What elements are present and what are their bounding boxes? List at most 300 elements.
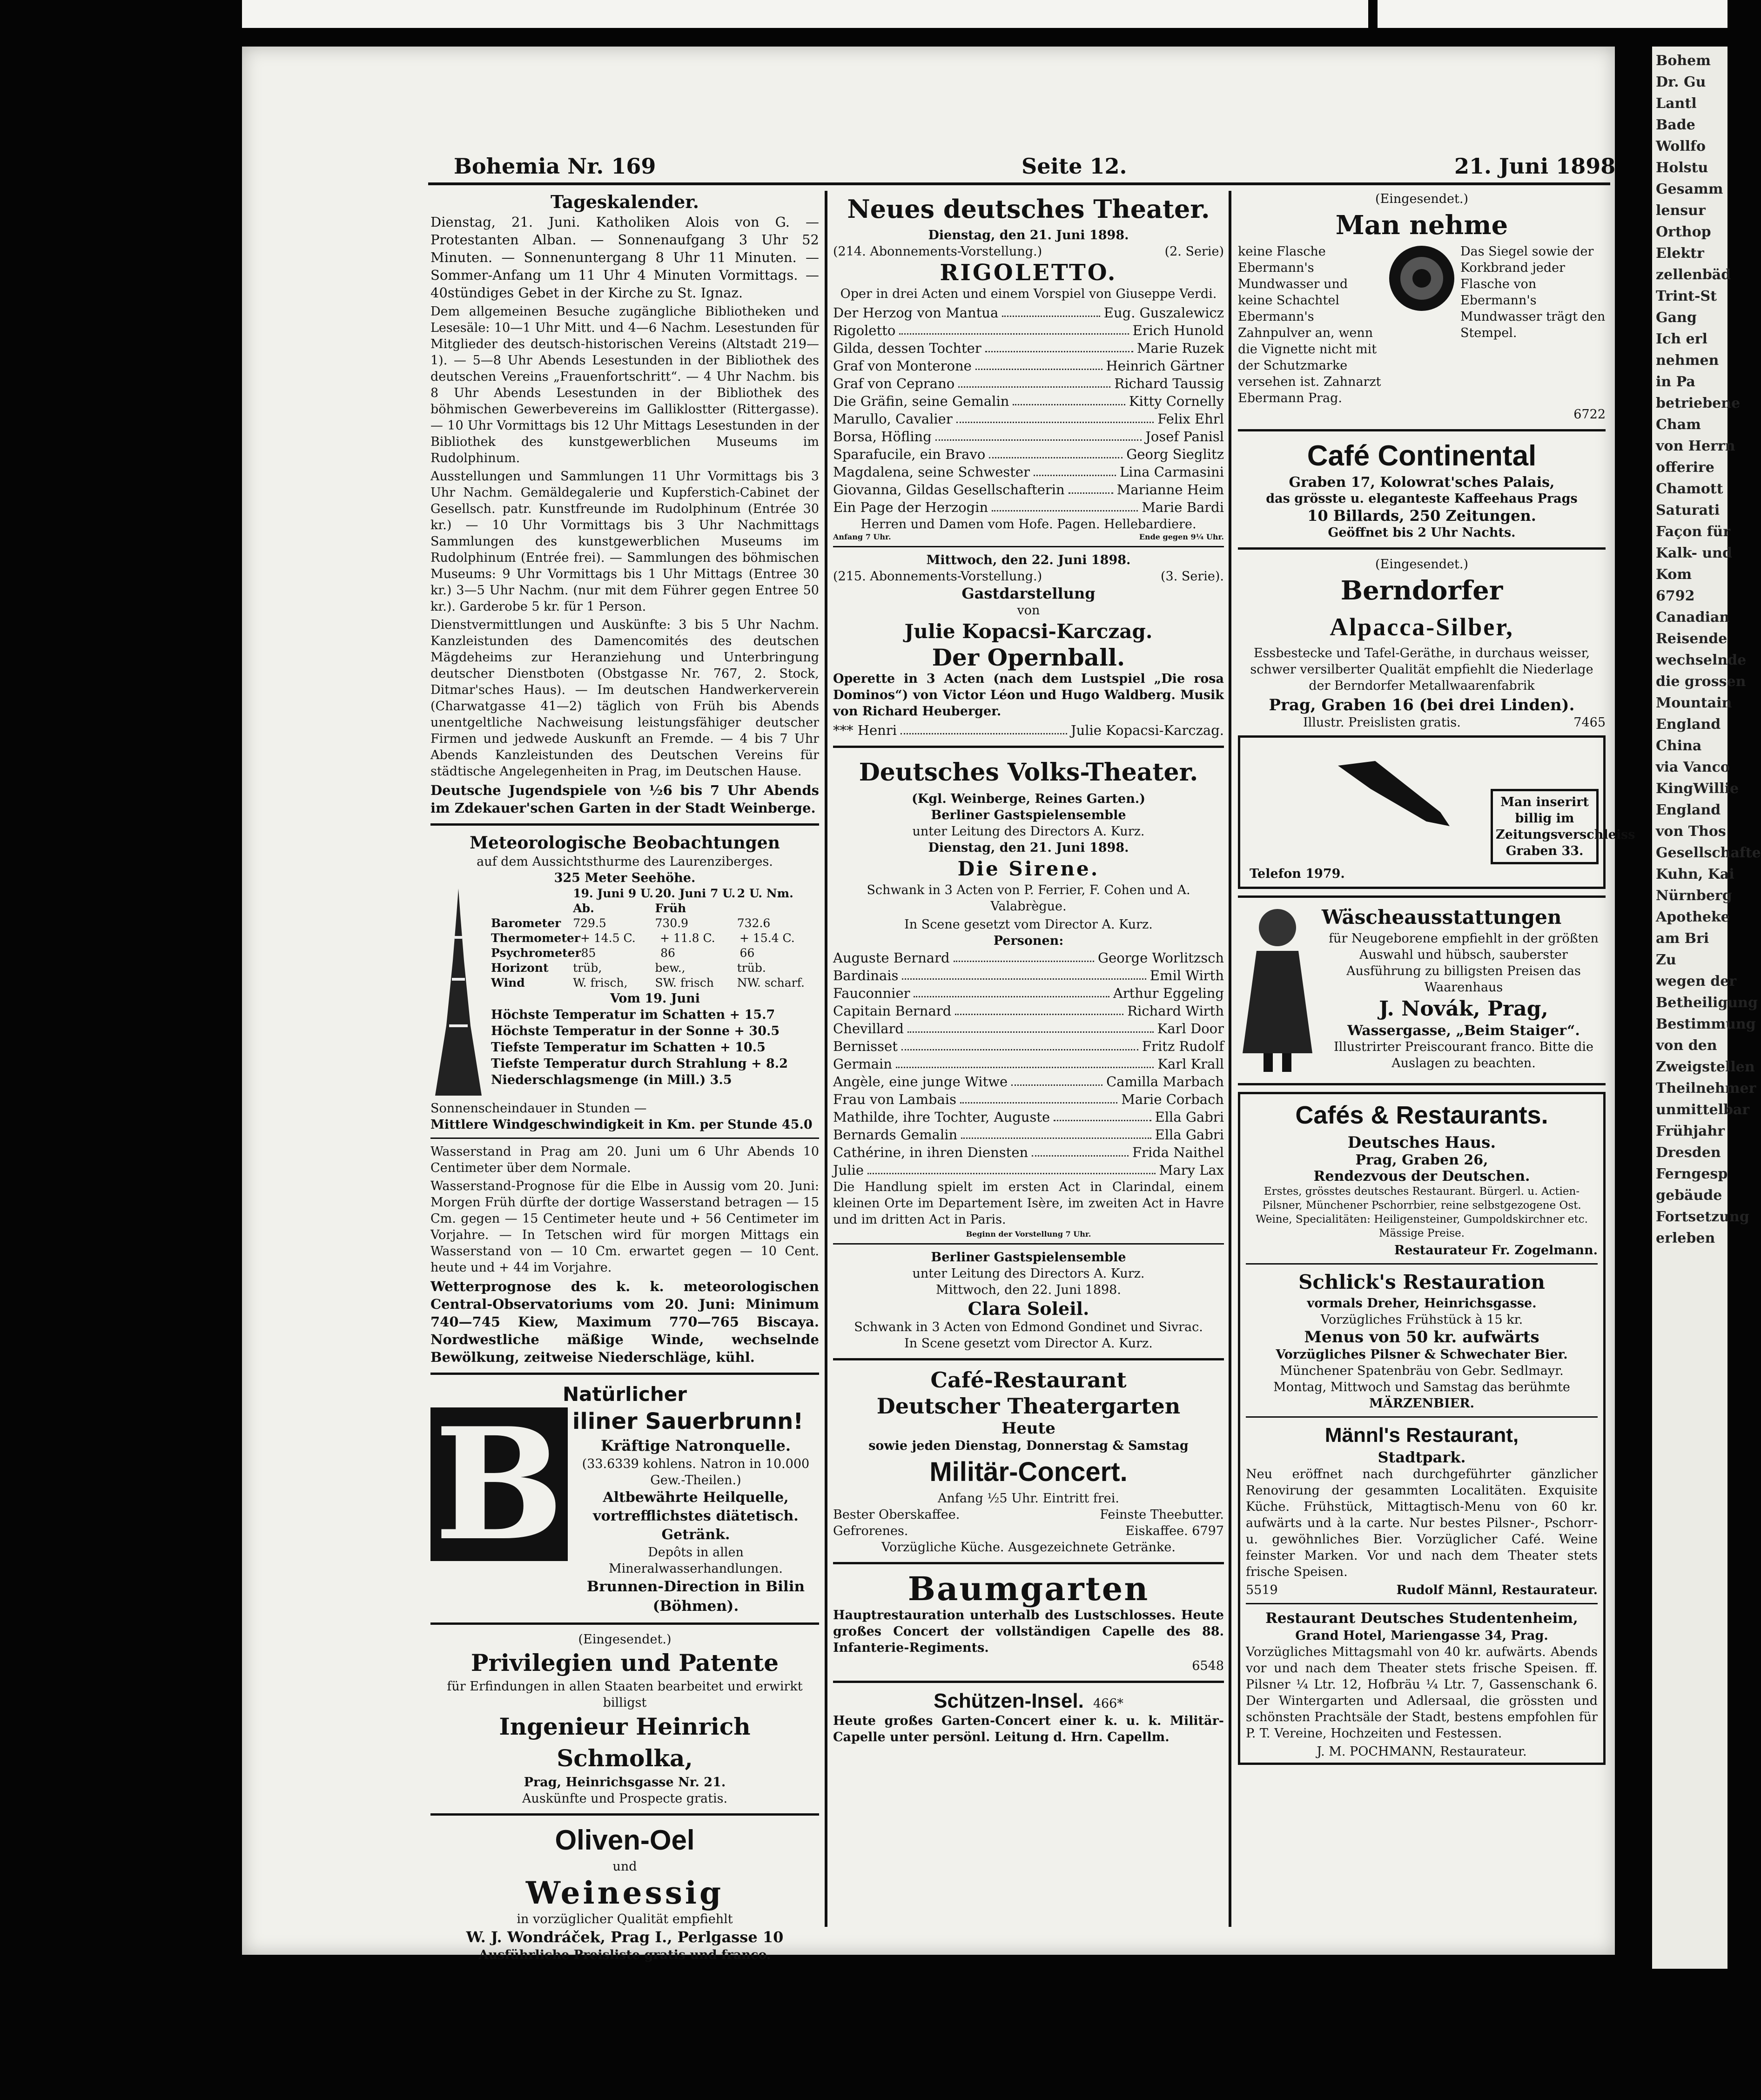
cast-row — [833, 949, 1224, 967]
ndt-ende: Ende gegen 9¼ Uhr. — [1139, 532, 1224, 541]
meteo-cell: + 11.8 C. — [659, 931, 715, 945]
divider — [430, 823, 819, 826]
adjacent-page-line: Elektr — [1656, 245, 1704, 262]
ndt-henri-actor: Julie Kopacsi-Karczag. — [1070, 722, 1224, 738]
baumgarten-title: Baumgarten — [907, 1569, 1149, 1608]
ndt-anfang: Anfang 7 Uhr. — [833, 532, 891, 541]
cafe-r1: Feinste Theebutter. — [1100, 1508, 1224, 1522]
leader-dots — [961, 1138, 1151, 1139]
cast-role: Ein Page der Herzogin — [833, 499, 988, 515]
cast-role: Mathilde, ihre Tochter, Auguste — [833, 1109, 1050, 1125]
cafe-title2: Deutscher Theatergarten — [876, 1393, 1181, 1419]
leader-dots — [989, 457, 1122, 458]
meteo-cell: Psychrometer — [491, 946, 581, 960]
adjacent-page-line: Kom — [1656, 566, 1692, 583]
cast-actor: Richard Wirth — [1127, 1003, 1224, 1019]
waesche-name: J. Novák, Prag, — [1379, 997, 1548, 1021]
cast-actor: Heinrich Gärtner — [1106, 358, 1224, 374]
meteo-stat: Tiefste Temperatur durch Strahlung + 8.2 — [491, 1057, 788, 1071]
adjacent-page-line: Cham — [1656, 417, 1701, 433]
cast-row — [833, 304, 1224, 322]
header-left: Bohemia Nr. 169 — [454, 154, 656, 179]
adjacent-page-line: wechselnde — [1656, 652, 1747, 668]
adjacent-page-line: wegen der — [1656, 973, 1737, 989]
biliner-l2: (33.6339 kohlens. Natron in 10.000 Gew.-Theilen.) — [582, 1457, 810, 1488]
column-2 — [833, 191, 1224, 1932]
dvt-play2: Clara Soleil. — [968, 1298, 1089, 1319]
divider — [833, 1358, 1224, 1360]
berndorfer-eing: (Eingesendet.) — [1375, 557, 1468, 572]
meteo-cell: trüb, — [573, 961, 602, 975]
adjacent-page-line: England — [1656, 716, 1721, 733]
meteo-cell: trüb. — [737, 961, 766, 975]
adjacent-page-line: Kalk- und — [1656, 545, 1732, 561]
telefon-box: Man inserirt billig im Zeitungsverschleiss Graben 33. — [1491, 789, 1599, 864]
cast-role: Die Gräfin, seine Gemalin — [833, 393, 1009, 409]
privilegien-eing: (Eingesendet.) — [578, 1632, 672, 1647]
wasserstand-p2: Wasserstand-Prognose für die Elbe in Aussig vom 20. Juni: Morgen Früh dürfte der dortige Wasserstand betragen — 15 Cm. gegen — 15 Centimeter heute und + 56 Centimeter im Vorjahre. — In Tetschen wird für morgen Mittags ein Wasserstand von — 10 Cm. erwartet gegen — 10 Cent. heute und + 44 im Vorjahre. — [430, 1179, 819, 1275]
tageskalender-p1: Dienstag, 21. Juni. Katholiken Alois von G. — Protestanten Alban. — Sonnenaufgang 3 Uhr 52 Minuten. — Sonnenuntergang 8 Uhr 11 Minuten. — Sommer-Anfang um 11 Uhr 4 Minuten Vormittags. — 40stündiges Gebet in der Kirche zu St. Ignaz. — [430, 214, 819, 301]
cast-actor: Fritz Rudolf — [1142, 1038, 1224, 1054]
cast-role: Graf von Ceprano — [833, 376, 955, 391]
cafes-restaurants-box — [1238, 1092, 1606, 1765]
scan-top-paper-right — [1378, 0, 1727, 28]
cast-row — [833, 410, 1224, 428]
cast-row — [833, 481, 1224, 498]
ndt-julie: Julie Kopacsi-Karczag. — [904, 620, 1153, 643]
dvt-title: Deutsches Volks-Theater. — [859, 758, 1198, 787]
deutsches-haus-rest: Restaurateur Fr. Zogelmann. — [1394, 1243, 1598, 1258]
leader-dots — [992, 510, 1138, 512]
divider — [833, 1243, 1224, 1245]
divider — [1246, 1263, 1598, 1265]
meteo-cell: + 15.4 C. — [739, 931, 795, 945]
adjacent-page-line: Façon für — [1656, 524, 1731, 540]
meteo-cell: NW. scharf. — [737, 976, 805, 989]
ndt-abo2: (215. Abonnements-Vorstellung.) — [833, 569, 1042, 584]
leader-dots — [975, 369, 1102, 370]
telefon-label: Telefon 1979. — [1250, 867, 1345, 881]
meteo-stat: Tiefste Temperatur im Schatten + 10.5 — [491, 1040, 766, 1055]
leader-dots — [954, 961, 1094, 962]
cast-row — [833, 339, 1224, 357]
leader-dots — [1013, 404, 1125, 405]
cast-role: Bardinais — [833, 968, 899, 983]
adjacent-page-line: Bohem — [1656, 53, 1711, 69]
dvt-scene2: In Scene gesetzt vom Director A. Kurz. — [904, 1336, 1153, 1351]
dvt-cast-list — [833, 949, 1224, 1179]
cafe-l1: Bester Oberskaffee. — [833, 1508, 960, 1522]
meteo-title: Meteorologische Beobachtungen — [470, 833, 780, 853]
dvt-date2: Mittwoch, den 22. Juni 1898. — [936, 1283, 1121, 1297]
tageskalender-p3: Ausstellungen und Sammlungen 11 Uhr Vormittags bis 3 Uhr Nachm. Gemäldegalerie und Kupferstich-Cabinet der Gesellsch. patr. Kunstfreunde im Rudolphinum (Entrée 30 kr.) — 10 Uhr Vormittags bis 3 Uhr Nachmittags Sammlungen des kunstgewerblichen Museums im Rudolphinum (Entrée frei). — Sammlungen des böhmischen Museums: 9 Uhr Vormittags bis 1 Uhr Mittags (Entree 30 kr.) 3—5 Uhr Nachm. (nur mit dem Führer gegen Entree 50 kr.). Garderobe 5 kr. für 1 Person. — [430, 469, 819, 614]
ndt-title: Neues deutsches Theater. — [847, 194, 1210, 224]
leader-dots — [902, 978, 1146, 980]
cast-row — [833, 1161, 1224, 1179]
berndorfer-l1: Essbestecke und Tafel-Geräthe, in durchaus weisser, schwer versilberter Qualität empfiehlt die Niederlage der Berndorfer Metallwaarenfabrik — [1250, 646, 1593, 693]
cast-role: Angèle, eine junge Witwe — [833, 1074, 1008, 1090]
meteo-row — [491, 961, 819, 976]
mannehme-left: keine Flasche Ebermann's Mundwasser und keine Schachtel Ebermann's Zahnpulver an, wenn die Vignette nicht mit der Schutzmarke versehen ist. Zahnarzt Ebermann Prag. — [1238, 244, 1381, 405]
ndt-times — [833, 532, 1224, 541]
deutsches-haus-addr: Prag, Graben 26, — [1355, 1152, 1488, 1168]
meteo-head-cell: 19. Juni 9 U. Ab. — [573, 887, 654, 915]
schuetzen-row — [833, 1689, 1224, 1713]
tageskalender-p4: Dienstvermittlungen und Auskünfte: 3 bis 5 Uhr Nachm. Kanzleistunden des Damencomités des deutschen Mägdeheims zur Heranziehung und Unterbringung deutscher Dienstboten (Obstgasse Nr. 767, 2. Stock, Ditmar'sches Haus). — Im deutschen Handwerkerverein (Charwatgasse 41—2) täglich von Früh bis Abends unentgeltliche Nachweisung leistungsfähiger deutscher Firmen und jedwede Auskunft an Fremde. — 4 bis 7 Uhr Abends Kanzleistunden des Deutschen Vereins für städtische Angelegenheiten in Prag, im Deutschen Hause. — [430, 618, 819, 779]
meteo-cell: 732.6 — [737, 916, 771, 930]
adjacent-page-line: Gesamm — [1656, 181, 1723, 197]
waesche-title: Wäscheausstattungen — [1322, 906, 1562, 929]
meteo-row — [491, 946, 819, 961]
adjacent-page-line: Ich erl — [1656, 331, 1707, 347]
ndt-play: RIGOLETTO. — [940, 260, 1117, 286]
cast-row — [833, 1037, 1224, 1055]
biliner-title: iliner Sauerbrunn! — [572, 1408, 804, 1434]
schuetzen-l1: Heute großes Garten-Concert einer k. u. k. Militär-Capelle unter persönl. Leitung d. Hrn. Capellm. — [833, 1714, 1224, 1744]
cast-role: Cathérine, in ihren Diensten — [833, 1144, 1028, 1160]
biliner-nat: Natürlicher — [563, 1383, 687, 1406]
meteo-vom: Vom 19. Juni — [610, 991, 700, 1006]
cafes-title: Cafés & Restaurants. — [1295, 1101, 1548, 1129]
cast-actor: Emil Wirth — [1149, 968, 1224, 983]
column-rule-1 — [825, 191, 827, 1927]
cast-role: Graf von Monterone — [833, 358, 972, 374]
waesche-l1: für Neugeborene empfiehlt in der größten Auswahl und hübsch, sauberster Ausführung zu billigsten Preisen das Waarenhaus — [1329, 931, 1599, 995]
ndt-serie: (2. Serie) — [1164, 244, 1224, 259]
leader-dots — [1002, 316, 1100, 317]
privilegien-l2: Auskünfte und Prospecte gratis. — [522, 1791, 728, 1806]
cast-actor: Felix Ehrl — [1157, 411, 1224, 427]
meteo-table — [491, 886, 819, 1100]
cast-actor: Eug. Guszalewicz — [1103, 305, 1224, 321]
adjacent-page-line: Orthop — [1656, 224, 1711, 240]
meteo-cell: Barometer — [491, 916, 561, 930]
waesche-l2: Wassergasse, „Beim Staiger“. — [1347, 1023, 1580, 1039]
ndt-desc2: Operette in 3 Acten (nach dem Lustspiel „Die rosa Dominos“) von Victor Léon und Hugo Waldberg. Musik von Richard Heuberger. — [833, 672, 1224, 719]
meteo-stat: Höchste Temperatur im Schatten + 15.7 — [491, 1008, 775, 1022]
telefon-ad — [1238, 735, 1635, 889]
cast-role: Auguste Bernard — [833, 950, 950, 966]
adjacent-page-line: Zu — [1656, 952, 1676, 968]
dvt-play: Die Sirene. — [957, 857, 1100, 880]
adjacent-page-line: Theilnehmer — [1656, 1080, 1756, 1097]
adjacent-page-line: Gang — [1656, 310, 1697, 326]
dvt-handlung: Die Handlung spielt im ersten Act in Clarindal, einem kleinen Orte im Departement Isère, im zweiten Act in Havre und im dritten Act in Paris. — [833, 1180, 1224, 1227]
meteo-row — [491, 916, 819, 931]
divider — [430, 1622, 819, 1625]
meteo-cell: 86 — [660, 946, 675, 960]
berndorfer-title2: Alpacca-Silber, — [1330, 613, 1514, 641]
leader-dots — [1069, 492, 1113, 494]
continental-l3: 10 Billards, 250 Zeitungen. — [1307, 507, 1536, 525]
privilegien-title: Privilegien und Patente — [470, 1649, 779, 1676]
tageskalender-p5: Deutsche Jugendspiele von ½6 bis 7 Uhr Abends im Zdekauer'schen Garten in der Stadt Weinberge. — [430, 782, 819, 816]
schlick-l2: Vorzügliches Frühstück à 15 kr. — [1320, 1312, 1523, 1327]
dvt-ensemble2: Berliner Gastspielensemble — [931, 1250, 1126, 1265]
leader-dots — [907, 1031, 1154, 1033]
cast-row — [833, 322, 1224, 339]
oliven-l1: in vorzüglicher Qualität empfiehlt — [517, 1912, 733, 1926]
meteo-head — [491, 886, 819, 916]
meteo-cell: bew., — [655, 961, 686, 975]
meteo-block — [430, 886, 819, 1100]
leader-dots — [1011, 1084, 1102, 1086]
cafe-days: sowie jeden Dienstag, Donnerstag & Samstag — [868, 1439, 1189, 1453]
maennl-row — [1246, 1582, 1598, 1598]
leader-dots — [960, 1102, 1117, 1104]
meteo-sun: Sonnenscheindauer in Stunden — — [430, 1101, 647, 1116]
adjacent-page-line: Gesellschafte — [1656, 845, 1761, 861]
adjacent-page-line: betriebene — [1656, 395, 1741, 411]
cast-role: Gilda, dessen Tochter — [833, 340, 981, 356]
cast-actor: Ella Gabri — [1155, 1127, 1224, 1143]
observation-tower-icon — [430, 886, 486, 1100]
cafe-row2 — [833, 1523, 1224, 1539]
ndt-abo2-row — [833, 568, 1224, 585]
privilegien-name: Ingenieur Heinrich Schmolka, — [499, 1713, 751, 1772]
adjacent-page-line: Reisende — [1656, 631, 1727, 647]
mannehme-title: Man nehme — [1335, 210, 1508, 241]
privilegien-l1: für Erfindungen in allen Staaten bearbeitet und erwirkt billigst — [447, 1679, 803, 1710]
header-rule — [428, 182, 1610, 185]
divider — [430, 1813, 819, 1816]
cast-actor: Erich Hunold — [1132, 323, 1224, 338]
adjacent-page-line: unmittelbar — [1656, 1102, 1750, 1118]
cast-actor: Georg Sieglitz — [1126, 446, 1224, 462]
dvt-beginn: Beginn der Vorstellung 7 Uhr. — [966, 1230, 1091, 1238]
tageskalender-p2: Dem allgemeinen Besuche zugängliche Bibliotheken und Lesesäle: 10—1 Uhr Mitt. und 4—6 Nachm. Lesestunden für Mitglieder des deutsch-historischen Vereins (Altstadt 219—1). — 5—8 Uhr Abends Lesestunden in der Bibliothek des deutschen Vereins „Frauenfortschritt“. — 4 Uhr Nachm. bis 8 Uhr Abends Lesestunden in der Bibliothek des böhmischen Gewerbevereins im Galliklostter (Rittergasse). — 10 Uhr Vormittags bis 12 Uhr Mittags Lesestunden in der Bibliothek des kunstgewerblichen Museums im Rudolphinum. — [430, 304, 819, 465]
child-figure-icon — [1238, 904, 1317, 1077]
cast-row — [833, 445, 1224, 463]
privilegien-addr: Prag, Heinrichsgasse Nr. 21. — [524, 1775, 726, 1790]
cast-row — [833, 392, 1224, 410]
continental-l4: Geöffnet bis 2 Uhr Nachts. — [1328, 525, 1516, 540]
schuetzen-number: 466* — [1093, 1696, 1123, 1711]
cast-row — [833, 357, 1224, 375]
leader-dots — [935, 439, 1142, 441]
continental-title: Café Continental — [1307, 440, 1537, 472]
leader-dots — [985, 351, 1133, 352]
cast-row — [833, 1073, 1224, 1090]
ndt-date2: Mittwoch, den 22. Juni 1898. — [926, 553, 1131, 567]
ndt-abo: (214. Abonnements-Vorstellung.) — [833, 244, 1042, 259]
oliven-title: Oliven-Oel — [555, 1824, 695, 1856]
adjacent-page-line: England — [1656, 802, 1721, 818]
meteo-row — [491, 976, 819, 990]
mannehme-body — [1238, 243, 1606, 406]
biliner-l5: Brunnen-Direction in Bilin (Böhmen). — [586, 1578, 805, 1615]
biliner-initial: B — [430, 1407, 568, 1561]
cafe-anfang: Anfang ½5 Uhr. Eintritt frei. — [938, 1491, 1119, 1506]
schuetzen-title: Schützen-Insel. — [934, 1689, 1084, 1712]
meteo-stat: Niederschlagsmenge (in Mill.) 3.5 — [491, 1073, 732, 1087]
schlick-l4: Vorzügliches Pilsner & Schwechater Bier. — [1276, 1347, 1568, 1362]
adjacent-page-line: am Bri — [1656, 930, 1709, 947]
cast-role: Giovanna, Gildas Gesellschafterin — [833, 482, 1065, 498]
ndt-henri-row — [833, 721, 1224, 739]
cast-row — [833, 375, 1224, 392]
wasserstand-p1: Wasserstand in Prag am 20. Juni um 6 Uhr Abends 10 Centimeter über dem Normale. — [430, 1144, 819, 1175]
cafe-l3: Vorzügliche Küche. Ausgezeichnete Getränke. — [881, 1540, 1176, 1555]
leader-dots — [914, 996, 1109, 997]
adjacent-page-line: zellenbäd — [1656, 267, 1731, 283]
oliven-l2: Ausführliche Preisliste gratis und franco. — [478, 1948, 771, 1962]
adjacent-page-line: Frühjahr — [1656, 1123, 1725, 1139]
divider — [1238, 547, 1606, 550]
cast-role: Bernisset — [833, 1038, 898, 1054]
meteo-head-cell: 20. Juni 7 U. Früh — [655, 887, 736, 915]
dvt-date: Dienstag, den 21. Juni 1898. — [928, 841, 1129, 855]
studentenheim-addr: Grand Hotel, Mariengasse 34, Prag. — [1295, 1629, 1548, 1643]
maennl-title: Männl's Restaurant, — [1324, 1424, 1519, 1447]
dvt-desc2: Schwank in 3 Acten von Edmond Gondinet und Sivrac. — [854, 1320, 1203, 1334]
divider — [1238, 429, 1606, 431]
studentenheim-name: J. M. POCHMANN, Restaurateur. — [1317, 1744, 1527, 1759]
adjacent-page-line: von Thos — [1656, 823, 1726, 840]
ndt-von: von — [1017, 603, 1040, 618]
ndt-play2: Der Opernball. — [932, 644, 1125, 671]
leader-dots — [955, 1014, 1123, 1015]
cast-row — [833, 967, 1224, 984]
leader-dots — [867, 1173, 1156, 1174]
maennl-number: 5519 — [1246, 1583, 1278, 1597]
leader-dots — [956, 422, 1154, 423]
maennl-sub: Stadtpark. — [1378, 1448, 1466, 1466]
cafe-l2: Gefrorenes. — [833, 1524, 908, 1538]
dvt-director: unter Leitung des Directors A. Kurz. — [912, 824, 1145, 839]
dvt-desc: Schwank in 3 Acten von P. Ferrier, F. Cohen und A. Valabrègue. — [867, 883, 1190, 914]
cast-actor: Camilla Marbach — [1106, 1074, 1224, 1090]
header-center: Seite 12. — [1022, 154, 1127, 179]
leader-dots — [1054, 1120, 1151, 1121]
dvt-ensemble: Berliner Gastspielensemble — [931, 808, 1126, 822]
ndt-serie2: (3. Serie). — [1161, 569, 1224, 584]
adjacent-page-line: offerire — [1656, 459, 1714, 476]
adjacent-page-line: von den — [1656, 1037, 1717, 1054]
cast-row — [833, 1144, 1224, 1161]
adjacent-page-line: 6792 — [1656, 588, 1695, 604]
cast-actor: Marie Corbach — [1121, 1091, 1224, 1107]
adjacent-page-line: Wollfo — [1656, 138, 1706, 155]
adjacent-page-line: Apotheke — [1656, 909, 1730, 925]
cast-actor: Kitty Cornelly — [1129, 393, 1224, 409]
biliner-l1: Kräftige Natronquelle. — [600, 1437, 791, 1454]
biliner-l4: Depôts in allen Mineralwasserhandlungen. — [609, 1545, 783, 1576]
ndt-herren: Herren und Damen vom Hofe. Pagen. Hellebardiere. — [860, 517, 1196, 532]
cafe-title1: Café-Restaurant — [930, 1367, 1127, 1393]
adjacent-page-line: in Pa — [1656, 374, 1695, 390]
meteo-cell: 729.5 — [573, 916, 606, 930]
adjacent-page-line: Holstu — [1656, 160, 1708, 176]
berndorfer-row — [1238, 714, 1606, 731]
meteo-head-cell — [491, 886, 573, 916]
adjacent-page-line: Zweigstellen — [1656, 1059, 1755, 1075]
deutsches-haus: Deutsches Haus. — [1347, 1133, 1496, 1152]
meteo-cell: Horizont — [491, 961, 549, 975]
cast-row — [833, 1002, 1224, 1020]
cast-actor: Mary Lax — [1159, 1162, 1224, 1178]
divider — [1246, 1603, 1598, 1604]
dvt-personen: Personen: — [993, 934, 1064, 948]
deutsches-haus-l1: Erstes, grösstes deutsches Restaurant. Bürgerl. u. Actien-Pilsner, Münchener Pschorrbier, reine selbstgezogene Ost. Weine, Specialitäten: Heiligensteiner, Gumpoldskirchner etc. Mässige Preise. — [1256, 1185, 1588, 1239]
adjacent-page-line: Nürnberg — [1656, 888, 1732, 904]
leader-dots — [1032, 1155, 1129, 1157]
adjacent-page-text — [1652, 47, 1761, 1253]
cast-role: Magdalena, seine Schwester — [833, 464, 1030, 480]
adjacent-page-line: China — [1656, 738, 1702, 754]
schlick-l3: Menus von 50 kr. aufwärts — [1304, 1328, 1539, 1346]
weinessig-title: Weinessig — [525, 1875, 724, 1911]
cast-row — [833, 1055, 1224, 1073]
mannehme-number: 6722 — [1573, 407, 1606, 422]
ndt-henri: *** Henri — [833, 722, 897, 738]
cafe-row1 — [833, 1507, 1224, 1523]
berndorfer-number: 7465 — [1573, 715, 1606, 730]
adjacent-page-line: Lantl — [1656, 95, 1697, 112]
meteo-stats — [491, 1007, 819, 1088]
cast-row — [833, 1020, 1224, 1037]
leader-dots — [896, 1067, 1154, 1068]
studentenheim-title: Restaurant Deutsches Studentenheim, — [1265, 1610, 1578, 1627]
adjacent-page-line: Bestimmung — [1656, 1016, 1756, 1032]
berndorfer-l2: Prag, Graben 16 (bei drei Linden). — [1269, 696, 1575, 714]
meteo-subtitle: auf dem Aussichtsthurme des Laurenziberges. — [477, 855, 773, 869]
adjacent-page-line: Betheiligung — [1656, 995, 1758, 1011]
maennl-name: Rudolf Männl, Restaurateur. — [1396, 1583, 1598, 1597]
cast-actor: Arthur Eggeling — [1113, 985, 1224, 1001]
cast-actor: Marianne Heim — [1116, 482, 1224, 498]
divider — [833, 546, 1224, 547]
meteo-wind: Mittlere Windgeschwindigkeit in Km. per Stunde 45.0 — [430, 1117, 813, 1132]
cast-role: Sparafucile, ein Bravo — [833, 446, 986, 462]
adjacent-page-line: Saturati — [1656, 502, 1720, 518]
seal-icon — [1387, 243, 1457, 313]
meteo-cell: 66 — [739, 946, 755, 960]
adjacent-page-line: Dresden — [1656, 1144, 1721, 1161]
cast-actor: Marie Bardi — [1142, 499, 1224, 515]
adjacent-page-line: Kuhn, Kai — [1656, 866, 1734, 882]
cast-actor: Karl Door — [1157, 1021, 1224, 1037]
schlick-l5: Münchener Spatenbräu von Gebr. Sedlmayr. — [1280, 1364, 1564, 1378]
schlick-title: Schlick's Restauration — [1298, 1271, 1545, 1293]
cafe-r2: Eiskaffee. — [1125, 1524, 1188, 1538]
meteo-row — [491, 931, 819, 946]
cast-actor: Richard Taussig — [1114, 376, 1224, 391]
cast-role: Borsa, Höfling — [833, 429, 932, 444]
adjacent-page-fragment — [1652, 47, 1761, 1969]
cast-role: Der Herzog von Mantua — [833, 305, 999, 321]
cast-actor: George Worlitzsch — [1097, 950, 1224, 966]
adjacent-page-line: nehmen — [1656, 352, 1719, 369]
ndt-cast-list — [833, 304, 1224, 516]
cast-role: Capitain Bernard — [833, 1003, 952, 1019]
leader-dots — [901, 1049, 1138, 1050]
cast-role: Julie — [833, 1162, 864, 1178]
cast-row — [833, 1108, 1224, 1126]
meteo-rows — [491, 916, 819, 990]
column-3 — [1238, 191, 1635, 1932]
adjacent-page-line: Chamott — [1656, 481, 1723, 497]
continental-l2: das grösste u. eleganteste Kaffeehaus Prags — [1266, 491, 1578, 506]
meteo-cell: 730.9 — [655, 916, 689, 930]
adjacent-page-line: via Vanco — [1656, 759, 1730, 775]
adjacent-page-line: erleben — [1656, 1230, 1715, 1246]
adjacent-page-line: Fortsetzung — [1656, 1209, 1749, 1225]
continental-l1: Graben 17, Kolowrat'sches Palais, — [1289, 474, 1555, 491]
meteo-cell: Wind — [491, 976, 525, 989]
cast-role: Chevillard — [833, 1021, 904, 1037]
cast-actor: Karl Krall — [1157, 1056, 1224, 1072]
